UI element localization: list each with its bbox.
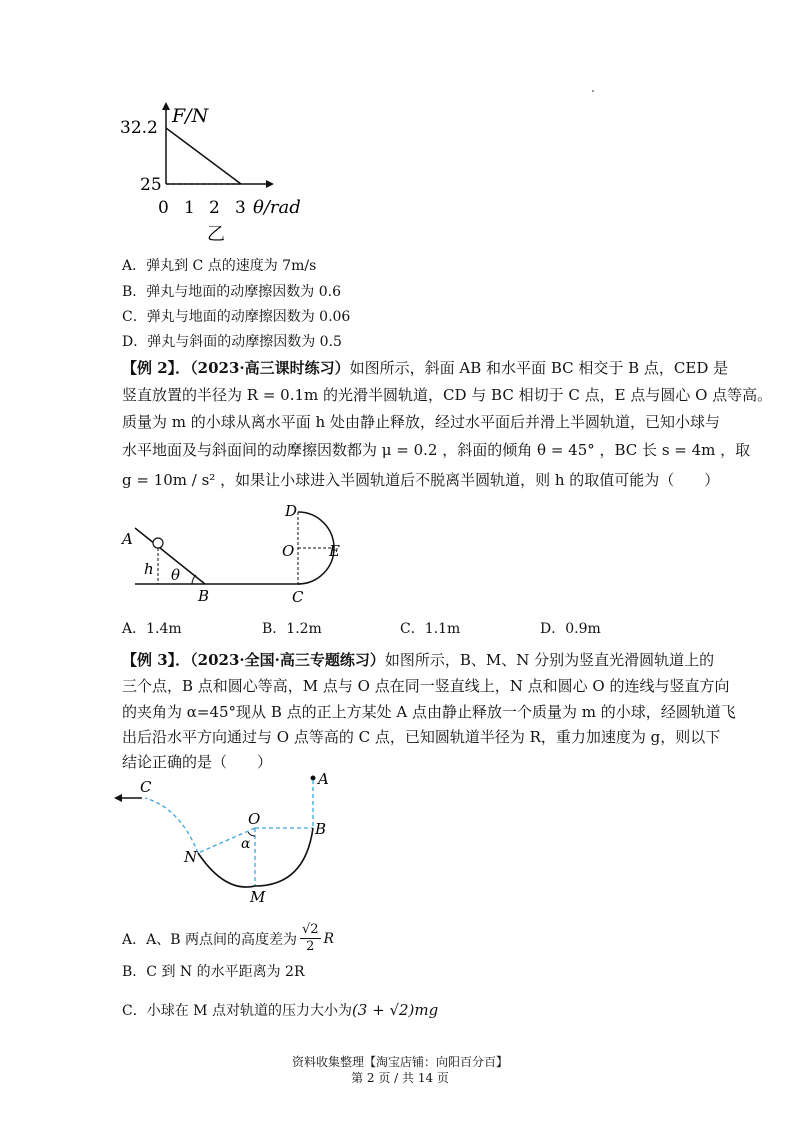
label-D: D bbox=[285, 502, 298, 520]
footer-page-number: 第 2 页 / 共 14 页 bbox=[351, 1071, 449, 1085]
y-tick-32-2: 32.2 bbox=[120, 118, 158, 138]
label-h: h bbox=[144, 560, 154, 578]
ball bbox=[153, 538, 163, 548]
example3-source: （2023·全国·高三专题练习） bbox=[190, 651, 385, 669]
point-A bbox=[311, 776, 316, 781]
example2-option-d: D．0.9m bbox=[540, 621, 601, 637]
q1-option-d: D．弹丸与斜面的动摩擦因数为 0.5 bbox=[122, 334, 342, 350]
y-axis-label: F/N bbox=[172, 105, 209, 127]
y-tick-25: 25 bbox=[140, 175, 162, 195]
x-axis-arrow bbox=[266, 180, 274, 188]
label-alpha: α bbox=[241, 836, 251, 852]
fraction-numerator: √2 bbox=[301, 922, 319, 937]
example3-figure bbox=[110, 768, 370, 910]
label-N: N bbox=[184, 848, 198, 866]
fraction-denominator: 2 bbox=[306, 939, 315, 954]
example3-line-3: 出后沿水平方向通过与 O 点等高的 C 点，已知圆轨道半径为 R，重力加速度为 g，则以下 bbox=[122, 728, 721, 746]
example2-source: （2023·高三课时练习） bbox=[190, 359, 350, 377]
footer-source: 资料收集整理【淘宝店铺：向阳百分百】 bbox=[291, 1055, 508, 1069]
label-theta: θ bbox=[171, 566, 181, 584]
label-M: M bbox=[250, 888, 266, 906]
example2-line-0: 如图所示，斜面 AB 和水平面 BC 相交于 B 点，CED 是 bbox=[349, 359, 729, 377]
x-axis-label: θ/rad bbox=[253, 197, 301, 218]
example3-line-2: 的夹角为 α=45°现从 B 点的正上方某处 A 点由静止释放一个质量为 m 的小球，经圆轨道飞 bbox=[122, 703, 736, 721]
example3-first-line bbox=[122, 650, 714, 670]
example2-figure bbox=[110, 500, 370, 610]
option-c-expression: (3 + √2)mg bbox=[351, 1001, 439, 1019]
example2-line-3: 水平地面及与斜面间的动摩擦因数都为 μ = 0.2 ，斜面的倾角 θ = 45° ，BC 长 s = 4m ，取 bbox=[122, 441, 751, 459]
y-axis-arrow bbox=[162, 102, 170, 110]
label-E: E bbox=[329, 542, 340, 560]
page-speck bbox=[592, 90, 594, 92]
example2-first-line bbox=[122, 358, 728, 378]
option-c-prefix: C．小球在 M 点对轨道的压力大小为 bbox=[122, 1003, 352, 1019]
label-A: A bbox=[318, 770, 329, 788]
label-C: C bbox=[140, 778, 152, 796]
example2-option-c: C．1.1m bbox=[400, 621, 461, 637]
x-tick-3: 3 bbox=[235, 198, 246, 218]
option-a-fraction bbox=[300, 922, 321, 955]
force-angle-graph bbox=[110, 100, 310, 250]
example3-option-c bbox=[122, 1000, 438, 1021]
option-a-suffix: R bbox=[323, 930, 335, 947]
example3-option-a bbox=[122, 922, 334, 955]
flight-path-dashed bbox=[145, 798, 198, 853]
label-C: C bbox=[292, 588, 304, 606]
label-B: B bbox=[315, 820, 327, 838]
q1-option-c: C．弹丸与地面的动摩擦因数为 0.06 bbox=[122, 309, 351, 325]
example3-line-1: 三个点，B 点和圆心等高，M 点与 O 点在同一竖直线上，N 点和圆心 O 的连线与竖直方向 bbox=[122, 677, 730, 695]
label-A: A bbox=[122, 530, 133, 548]
example2-line-1: 竖直放置的半径为 R = 0.1m 的光滑半圆轨道，CD 与 BC 相切于 C 点，E 点与圆心 O 点等高。 bbox=[122, 386, 773, 404]
example2-option-b: B．1.2m bbox=[262, 621, 322, 637]
option-a-prefix: A．A、B 两点间的高度差为 bbox=[122, 931, 297, 948]
q1-option-a: A．弹丸到 C 点的速度为 7m/s bbox=[122, 258, 317, 274]
label-B: B bbox=[198, 587, 210, 605]
x-tick-0: 0 bbox=[158, 198, 169, 218]
x-tick-2: 2 bbox=[209, 198, 220, 218]
label-O: O bbox=[282, 542, 295, 560]
C-arrow-head bbox=[114, 794, 122, 802]
example2-line-4: g = 10m / s² ，如果让小球进入半圆轨道后不脱离半圆轨道，则 h 的取值可能为（ ） bbox=[122, 471, 720, 489]
graph-caption: 乙 bbox=[207, 224, 225, 245]
example2-tag: 【例 2】． bbox=[122, 359, 191, 377]
force-line bbox=[166, 128, 241, 184]
example3-line-4: 结论正确的是（ ） bbox=[122, 753, 273, 771]
theta-arc bbox=[192, 575, 196, 584]
q1-option-b: B．弹丸与地面的动摩擦因数为 0.6 bbox=[122, 284, 342, 300]
example3-line-0: 如图所示，B、M、N 分别为竖直光滑圆轨道上的 bbox=[384, 651, 715, 669]
label-O: O bbox=[248, 810, 261, 828]
example2-line-2: 质量为 m 的小球从离水平面 h 处由静止释放，经过水平面后并滑上半圆轨道，已知小球与 bbox=[122, 413, 720, 431]
example3-tag: 【例 3】． bbox=[122, 651, 191, 669]
example2-option-a: A．1.4m bbox=[122, 621, 182, 637]
example3-option-b: B．C 到 N 的水平距离为 2R bbox=[122, 964, 305, 980]
x-tick-1: 1 bbox=[184, 198, 195, 218]
